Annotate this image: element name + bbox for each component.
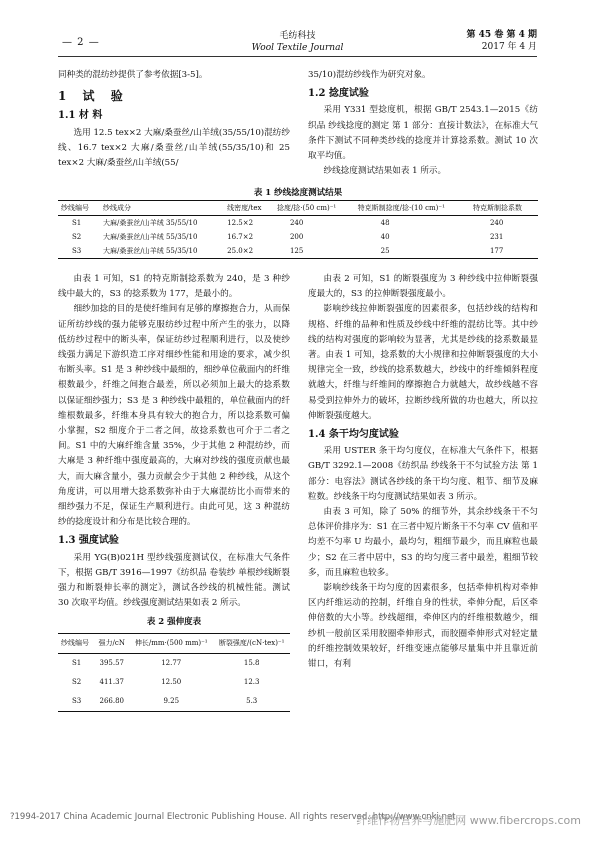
table-header-cell: 断裂强度/(cN·tex)⁻¹ [218, 638, 285, 647]
left-column-bottom [58, 272, 290, 712]
header-rule [58, 56, 537, 57]
table-cell: 9.25 [163, 697, 180, 706]
table-1-grid [58, 200, 538, 259]
table-cell: 48 [380, 219, 390, 227]
table-cell: 240 [289, 219, 304, 227]
table-cell: 大麻/桑蚕丝/山羊绒 55/35/10 [103, 247, 198, 255]
section-1-3-heading: 1.3 强度试验 [58, 535, 119, 547]
table-cell: 16.7×2 [227, 233, 254, 241]
right-column-bottom [308, 272, 538, 672]
volume-issue: 第 45 卷 第 4 期 [466, 30, 537, 40]
strength-factors: 影响纱线拉伸断裂强度的因素很多，包括纱线的结构和规格、纤维的品种和性质及纱线中纤维的混纺比等。其中纱线的结构对强度的影响较为显著，尤其是纱线的捻系数最显著。由表 1 可知，捻系数的大小规律和拉伸断裂强度的大小规律完全一致，纱线的捻系数越大，纱线中的纤维倾斜程度就越大，纤维与纤维间的摩擦抱合力就越大，故纱线越不容易受到拉伸外力的破坏，拉断纱线所做的功也越大，所以拉伸断裂强度越大。 [308, 304, 538, 421]
watermark: 纤维作物营养与施肥网 www.fibercrops.com [356, 814, 581, 827]
journal-title-en: Wool Textile Journal [251, 43, 344, 53]
table-cell: 15.8 [243, 658, 260, 667]
table-cell: 240 [489, 219, 504, 227]
table-row [58, 216, 538, 231]
table-cell: 200 [289, 233, 304, 241]
section-1-1-heading: 1.1 材 料 [58, 110, 103, 122]
strength-paragraph: 采用 YG(B)021H 型纱线强度测试仪，在标准大气条件下，根据 GB/T 3916—1997《纺织品 卷装纱 单根纱线断裂强力和断裂伸长率的测定》，测试各纱线的机械性能。测试 30 次取平均值。纱线强度测试结果如表 2 所示。 [58, 552, 290, 609]
issue-date: 2017 年 4 月 [481, 42, 537, 52]
table-header-cell: 特克斯制捻系数 [472, 204, 522, 212]
volume-info [467, 29, 537, 53]
table-header-row [58, 201, 538, 216]
table-header-cell: 纱线编号 [61, 638, 89, 647]
table-row [58, 230, 538, 244]
twist-test-paragraph: 采用 Y331 型捻度机，根据 GB/T 2543.1—2015《纺织品 纱线捻度的测定 第 1 部分：直接计数法》，在标准大气条件下测试不同种类纱线的捻度并计算捻系数。测试 10 次取平均值。 [308, 105, 538, 162]
table-header-cell: 伸长/mm·(500 mm)⁻¹ [134, 638, 208, 647]
table-cell: S3 [72, 697, 82, 706]
section-1-4-heading: 1.4 条干均匀度试验 [308, 429, 399, 441]
right-column-top [308, 68, 538, 179]
section-1-heading: 1 试 验 [58, 89, 129, 104]
left-column-top [58, 68, 290, 171]
drafting-paragraph: 影响纱线条干均匀度的因素很多，包括牵伸机构对牵伸区内纤维运动的控制，纤维自身的性状，牵伸分配，后区牵伸倍数的大小等。纱线超细，牵伸区内的纤维根数越少，细纱机一般前区采用胶圈牵伸形式，而胶圈牵伸形式对轻定量的纤维控制效果较好，纤维变速点能够尽量集中并且靠近前钳口，有利 [308, 583, 538, 670]
table-cell: 12.50 [161, 678, 182, 687]
table-cell: S1 [72, 658, 82, 667]
table-cell: S1 [72, 219, 82, 227]
table-cell: S2 [72, 233, 82, 241]
table-header-cell: 强力/cN [98, 638, 125, 647]
table1-analysis: 由表 1 可知，S1 的特克斯制捻系数为 240，是 3 种纱线中最大的，S3 的捻系数为 177，是最小的。 [58, 274, 290, 300]
table1-intro: 纱线捻度测试结果如表 1 所示。 [323, 166, 447, 177]
table-cell: 40 [380, 233, 390, 241]
table3-analysis: 由表 3 可知，除了 50% 的细节外，其余纱线条干不匀总体评价排序为：S1 在三者中短片断条干不匀率 CV 值和平均差不匀率 U 均最小，最均匀，粗细节最少，而且麻粒也最少；S2 在三者中居中，S3 的均匀度三者中最差，粗细节较多，而且麻粒也较多。 [308, 507, 538, 578]
table-cell: 177 [489, 247, 504, 255]
table-header-row [58, 633, 290, 653]
twist-discussion: 细纱加捻的目的是使纤维间有足够的摩擦抱合力，从而保证所纺纱线的强力能够克服纺纱过程中所产生的张力，以降低纺纱过程中的断头率，保证纺纱过程顺利进行，以及使纱线强力满足下游织造工序对细纱性能和用途的要求，减少织布断头率。S1 是 3 种纱线中最细的，细纱单位截面内的纤维根数最少，纤维之间抱合最差，所以必须加上最大的捻系数以保证细纱强力；S3 是 3 种纱线中最粗的，单位截面内的纤维根数最多，纤维本身具有较大的抱合力，所以捻系数可偏小掌握，S2 细度介于二者之间，故捻系数也可介于二者之间。S1 中的大麻纤维含量 35%，少于其他 2 种混纺纱，而大麻是 3 种纤维中强度最高的，大麻对纱线的强度贡献也最大，而大麻含量小，强力贡献会少于其他 2 种纱线，从这个角度讲，可以用增大捻系数弥补由于大麻混纺比小而带来的细纱强力不足，保证生产顺利进行。由此可见，这 3 种混纺纱的捻度设计和分布是比较合理的。 [58, 304, 290, 528]
table-2-grid [58, 633, 290, 713]
table-row [58, 244, 538, 259]
table-header-cell: 捻度/捻·(50 cm)⁻¹ [276, 204, 337, 212]
table-row [58, 673, 290, 692]
page-number: — 2 — [62, 37, 100, 48]
journal-title-cn: 毛纺科技 [279, 31, 316, 41]
table-2-caption: 表 2 强伸度表 [146, 617, 202, 628]
table-cell: 411.37 [99, 678, 124, 687]
table-cell: S3 [72, 247, 82, 255]
table-cell: 266.80 [99, 697, 124, 706]
table-1-caption: 表 1 纱线捻度测试结果 [253, 188, 343, 198]
table-cell: 12.77 [161, 658, 182, 667]
table-header-cell: 特克斯制捻度/捻·(10 cm)⁻¹ [357, 204, 445, 212]
section-1-2-heading: 1.2 捻度试验 [308, 88, 369, 100]
table-cell: 12.5×2 [227, 219, 254, 227]
table-2 [58, 615, 290, 712]
table-row [58, 653, 290, 673]
copyright-footer: ?1994-2017 China Academic Journal Electronic Publishing House. All rights reserved. http://www.cnki.net [10, 812, 456, 822]
continuation-text: 35/10)混纺纱线作为研究对象。 [308, 70, 431, 80]
table-header-cell: 纱线编号 [61, 204, 89, 212]
table-cell: 125 [289, 247, 304, 255]
table-1 [58, 184, 538, 259]
table-row [58, 692, 290, 712]
evenness-paragraph: 采用 USTER 条干均匀度仪，在标准大气条件下，根据 GB/T 3292.1—2008《纺织品 纱线条干不匀试验方法 第 1 部分：电容法》测试各纱线的条干均匀度、粗节、细节及麻粒数。纱线条干均匀度测试结果如表 3 所示。 [308, 446, 538, 502]
table2-analysis: 由表 2 可知，S1 的断裂强度为 3 种纱线中拉伸断裂强度最大的，S3 的拉伸断裂强度最小。 [308, 274, 538, 300]
table-cell: 大麻/桑蚕丝/山羊绒 35/55/10 [103, 219, 198, 227]
table-cell: 大麻/桑蚕丝/山羊绒 55/35/10 [103, 233, 198, 241]
table-cell: S2 [72, 678, 82, 687]
table-header-cell: 纱线成分 [103, 204, 132, 212]
table-cell: 25 [380, 247, 390, 255]
table-cell: 231 [489, 233, 504, 241]
table-cell: 12.3 [243, 678, 260, 687]
material-paragraph: 选用 12.5 tex×2 大麻/桑蚕丝/山羊绒(35/55/10)混纺纱线、16.7 tex×2 大麻/桑蚕丝/山羊绒(55/35/10)和 25 tex×2 大麻/桑蚕丝/山羊绒(55/ [58, 127, 290, 169]
table-cell: 25.0×2 [227, 247, 254, 255]
table-header-cell: 线密度/tex [227, 204, 262, 212]
table-cell: 5.3 [246, 697, 258, 706]
table-cell: 395.57 [99, 658, 124, 667]
intro-text: 同种类的混纺纱提供了参考依据[3-5]。 [58, 70, 208, 80]
